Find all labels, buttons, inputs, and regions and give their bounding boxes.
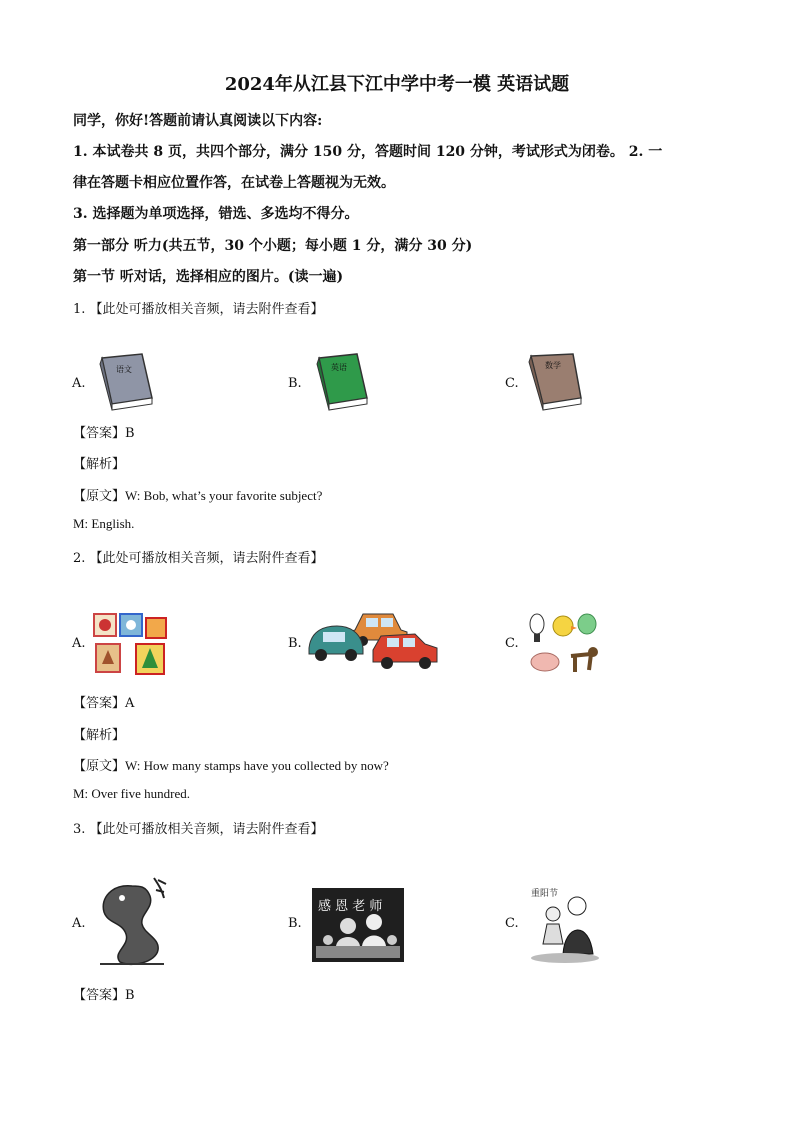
q2-original: 【原文】W: How many stamps have you collected by now? xyxy=(73,758,389,773)
stuffed-toys-image[interactable] xyxy=(525,610,605,676)
q1-option-b-label[interactable]: B. xyxy=(288,376,302,391)
book-yuwen-image[interactable] xyxy=(92,352,154,412)
intro-greeting: 同学，你好!答题前请认真阅读以下内容: xyxy=(73,113,323,129)
question-2-header[interactable]: 2. 【此处可播放相关音频，请去附件查看】 xyxy=(73,551,324,566)
q1-answer: 【答案】B xyxy=(73,426,135,441)
q2-analysis: 【解析】 xyxy=(73,728,126,743)
q2-answer: 【答案】A xyxy=(73,696,135,711)
book-c-cover-text: 数学 xyxy=(545,361,561,370)
q1-original: 【原文】W: Bob, what’s your favorite subject? xyxy=(73,488,323,503)
book-b-cover-text: 英语 xyxy=(331,363,347,372)
stamps-image[interactable] xyxy=(92,612,170,676)
q3-option-a-label[interactable]: A. xyxy=(72,916,86,931)
part-1-heading: 第一部分 听力(共五节，30 个小题；每小题 1 分，满分 30 分) xyxy=(73,238,473,254)
book-shuxue-image[interactable] xyxy=(525,352,587,412)
q1-option-a-label[interactable]: A. xyxy=(72,376,86,391)
toy-cars-image[interactable] xyxy=(307,610,441,672)
teachers-day-image[interactable] xyxy=(312,888,404,962)
dragon-boat-festival-image[interactable] xyxy=(92,874,172,968)
intro-note-1: 1. 本试卷共 8 页，共四个部分，满分 150 分，答题时间 120 分钟，考试形式为闭卷。 2. 一 xyxy=(73,144,663,160)
page-title: 2024年从江县下江中学中考一模 英语试题 xyxy=(224,74,570,95)
question-1-header[interactable]: 1. 【此处可播放相关音频，请去附件查看】 xyxy=(73,302,324,317)
section-1-heading: 第一节 听对话，选择相应的图片。(读一遍) xyxy=(73,269,344,285)
q2-option-b-label[interactable]: B. xyxy=(288,636,302,651)
double-ninth-text: 重阳节 xyxy=(531,889,559,899)
intro-note-1-cont: 律在答题卡相应位置作答，在试卷上答题视为无效。 xyxy=(73,175,395,191)
q1-reply: M: English. xyxy=(73,516,135,531)
q3-option-c-label[interactable]: C. xyxy=(505,916,519,931)
book-yingyu-image[interactable] xyxy=(309,352,371,412)
book-a-cover-text: 语文 xyxy=(116,365,132,374)
double-ninth-festival-image[interactable] xyxy=(527,884,605,964)
q2-reply: M: Over five hundred. xyxy=(73,786,190,801)
intro-note-3: 3. 选择题为单项选择，错选、多选均不得分。 xyxy=(73,206,359,222)
q3-option-b-label[interactable]: B. xyxy=(288,916,302,931)
q3-answer: 【答案】B xyxy=(73,988,135,1003)
teachers-day-text: 感 恩 老 师 xyxy=(318,899,383,914)
q1-option-c-label[interactable]: C. xyxy=(505,376,519,391)
q1-analysis: 【解析】 xyxy=(73,457,126,472)
question-3-header[interactable]: 3. 【此处可播放相关音频，请去附件查看】 xyxy=(73,822,324,837)
q2-option-c-label[interactable]: C. xyxy=(505,636,519,651)
q2-option-a-label[interactable]: A. xyxy=(72,636,86,651)
